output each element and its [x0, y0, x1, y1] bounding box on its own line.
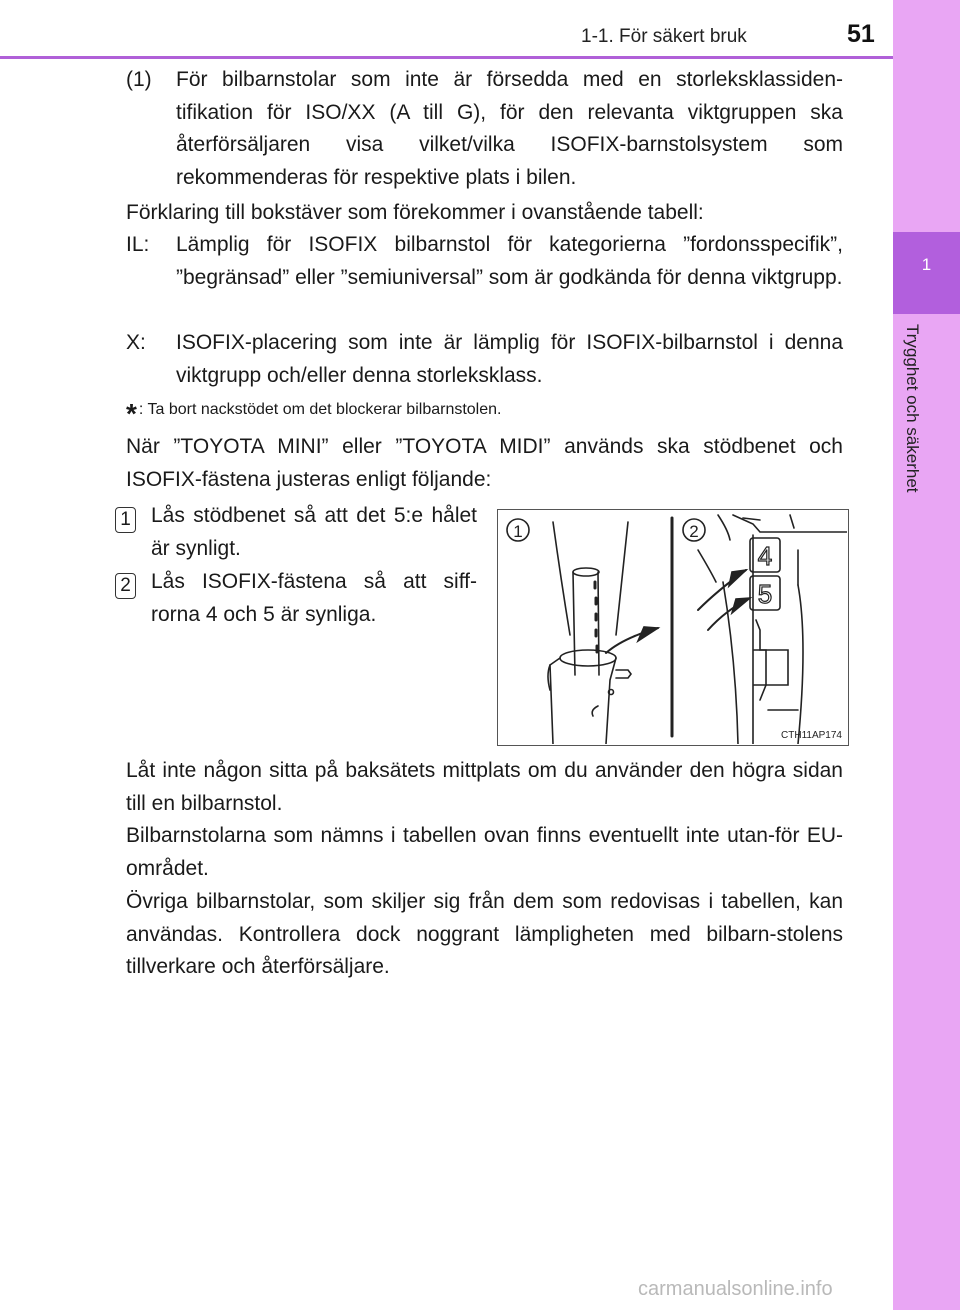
step2-number: 2 [115, 573, 136, 599]
watermark: carmanualsonline.info [638, 1278, 833, 1300]
isofix-illustration [498, 510, 847, 744]
step1-number: 1 [115, 507, 136, 533]
step1-text: Lås stödbenet så att det 5:e hålet är synligt. [151, 504, 477, 560]
isofix-figure [497, 509, 849, 746]
chapter-title: Trygghet och säkerhet [903, 324, 922, 493]
section-title: 1-1. För säkert bruk [581, 26, 747, 47]
chapter-side-tab [893, 0, 960, 1310]
mini-midi-paragraph: När ”TOYOTA MINI” eller ”TOYOTA MIDI” används ska stödbenet och ISOFIX-fästena justeras enligt följande: [126, 435, 843, 491]
page-number: 51 [847, 20, 875, 48]
explanation-intro: Förklaring till bokstäver som förekommer i ovanstående tabell: [126, 201, 704, 224]
footnote-star: * [126, 398, 137, 429]
header-rule [0, 56, 893, 59]
x-label: X: [126, 331, 146, 354]
item1-label: (1) [126, 68, 152, 91]
other-seats-paragraph: Övriga bilbarnstolar, som skiljer sig från dem som redovisas i tabellen, kan användas. Kontrollera dock noggrant lämpligheten med bilbarn-stolens tillverkare och återförsäljare. [126, 890, 843, 978]
digit-4: 4 [757, 541, 773, 571]
il-text: Lämplig för ISOFIX bilbarnstol för kategorierna ”fordonsspecifik”, ”begränsad” eller ”semiuniversal” som är godkända för denna viktgrupp. [176, 233, 843, 289]
seat-paragraph: Låt inte någon sitta på baksätets mittplats om du använder den högra sidan till en bilbarnstol. [126, 759, 843, 815]
callout-2: 2 [689, 522, 699, 541]
eu-paragraph: Bilbarnstolarna som nämns i tabellen ovan finns eventuellt inte utan-för EU-området. [126, 824, 843, 880]
il-label: IL: [126, 233, 150, 256]
item1-text: För bilbarnstolar som inte är försedda med en storleksklassiden-tifikation för ISO/XX (A till G), för den relevanta viktgruppen ska återförsäljaren visa vilket/vilka ISOFIX-barnstolsystem som rekommenderas för respektive plats i bilen. [176, 68, 843, 189]
digit-5: 5 [757, 579, 773, 609]
footnote-text: : Ta bort nackstödet om det blockerar bilbarnstolen. [138, 401, 502, 418]
callout-1: 1 [513, 522, 523, 541]
footnote [126, 398, 501, 430]
x-text: ISOFIX-placering som inte är lämplig för ISOFIX-bilbarnstol i denna viktgrupp och/eller denna storleksklass. [176, 331, 843, 387]
figure-code: CTH11AP174 [781, 730, 842, 741]
step2-text: Lås ISOFIX-fästena så att siff-rorna 4 och 5 är synliga. [151, 570, 477, 626]
chapter-number: 1 [921, 255, 932, 274]
